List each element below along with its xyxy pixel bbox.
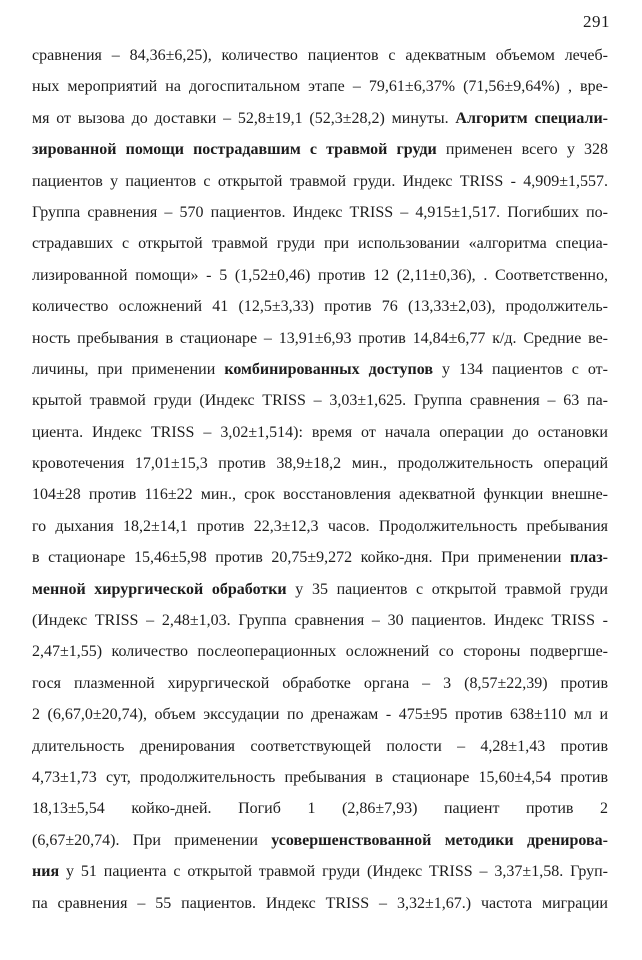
text-line (32, 762, 608, 793)
text-run: крытой травмой груди (Индекс TRISS – 3,03±1,625. Группа сравнения – 63 па- (32, 392, 608, 410)
text-line (32, 260, 608, 291)
text-run: ность пребывания в стационаре – 13,91±6,93 против 14,84±6,77 к/д. Средние ве- (32, 329, 608, 347)
text-run: количество осложнений 41 (12,5±3,33) против 76 (13,33±2,03), продолжитель- (32, 298, 608, 316)
text-line (32, 793, 608, 824)
bold-term: менной хирургической обработки (32, 580, 287, 598)
text-line (32, 134, 608, 165)
body-text (32, 40, 608, 919)
text-line (32, 354, 608, 385)
text-line (32, 228, 608, 259)
text-run: 18,13±5,54 койко-дней. Погиб 1 (2,86±7,93) пациент против 2 (32, 800, 608, 818)
text-run: гося плазменной хирургической обработке органа – 3 (8,57±22,39) против (32, 674, 608, 692)
text-run: мя от вызова до доставки – 52,8±19,1 (52,3±28,2) минуты. (32, 109, 456, 127)
text-run: применен всего у 328 (436, 141, 608, 159)
text-line (32, 448, 608, 479)
text-line (32, 699, 608, 730)
bold-term: Алгоритм специали- (455, 109, 608, 127)
bold-term: плаз- (570, 549, 608, 567)
bold-term: зированной помощи пострадавшим с травмой груди (32, 141, 437, 159)
text-run: в стационаре 15,46±5,98 против 20,75±9,272 койко-дня. При применении (32, 549, 571, 567)
text-run: у 35 пациентов с открытой травмой груди (286, 580, 608, 598)
text-line (32, 668, 608, 699)
bold-term: комбинированных доступов (224, 360, 433, 378)
text-run: кровотечения 17,01±15,3 против 38,9±18,2 мин., продолжительность операций (32, 455, 608, 473)
text-run: 4,73±1,73 сут, продолжительность пребывания в стационаре 15,60±4,54 против (32, 768, 608, 786)
text-line (32, 71, 608, 102)
text-run: па сравнения – 55 пациентов. Индекс TRISS – 3,32±1,67.) частота миграции (32, 894, 608, 912)
text-run: длительность дренирования соответствующей полости – 4,28±1,43 против (32, 737, 608, 755)
text-run: Группа сравнения – 570 пациентов. Индекс TRISS – 4,915±1,517. Погибших по- (32, 203, 608, 221)
text-run: циента. Индекс TRISS – 3,02±1,514): время от начала операции до остановки (32, 423, 608, 441)
page-number: 291 (583, 12, 610, 31)
text-line (32, 574, 608, 605)
text-line (32, 856, 608, 887)
text-run: личины, при применении (32, 360, 225, 378)
text-line (32, 542, 608, 573)
text-run: лизированной помощи» - 5 (1,52±0,46) против 12 (2,11±0,36), . Соответственно, (32, 266, 608, 284)
text-line (32, 385, 608, 416)
text-line (32, 197, 608, 228)
text-run: пациентов у пациентов с открытой травмой груди. Индекс TRISS - 4,909±1,557. (32, 172, 608, 190)
bold-term: ния (32, 863, 60, 881)
text-line (32, 166, 608, 197)
text-run: страдавших с открытой травмой груди при использовании «алгоритма специа- (32, 235, 608, 253)
text-run: 2 (6,67,0±20,74), объем экссудации по дренажам - 475±95 против 638±110 мл и (32, 706, 608, 724)
bold-term: усовершенствованной методики дренирова- (271, 831, 608, 849)
text-line (32, 511, 608, 542)
text-run: 104±28 против 116±22 мин., срок восстановления адекватной функции внешне- (32, 486, 608, 504)
text-line (32, 731, 608, 762)
text-run: у 51 пациента с открытой травмой груди (Индекс TRISS – 3,37±1,58. Груп- (59, 863, 608, 881)
text-line (32, 825, 608, 856)
text-line (32, 291, 608, 322)
text-run: ных мероприятий на догоспитальном этапе – 79,61±6,37% (71,56±9,64%) , вре- (32, 78, 608, 96)
text-line (32, 103, 608, 134)
text-run: сравнения – 84,36±6,25), количество пациентов с адекватным объемом лечеб- (32, 47, 608, 64)
text-line (32, 323, 608, 354)
text-run: (6,67±20,74). При применении (32, 831, 272, 849)
text-run: 2,47±1,55) количество послеоперационных осложнений со стороны подвергше- (32, 643, 608, 661)
text-line (32, 636, 608, 667)
text-line (32, 605, 608, 636)
text-line (32, 888, 608, 919)
text-line (32, 417, 608, 448)
text-run: у 134 пациентов с от- (432, 360, 609, 378)
text-run: (Индекс TRISS – 2,48±1,03. Группа сравнения – 30 пациентов. Индекс TRISS - (32, 612, 608, 630)
text-line (32, 479, 608, 510)
text-line (32, 40, 608, 71)
text-run: го дыхания 18,2±14,1 против 22,3±12,3 часов. Продолжительность пребывания (32, 517, 608, 535)
